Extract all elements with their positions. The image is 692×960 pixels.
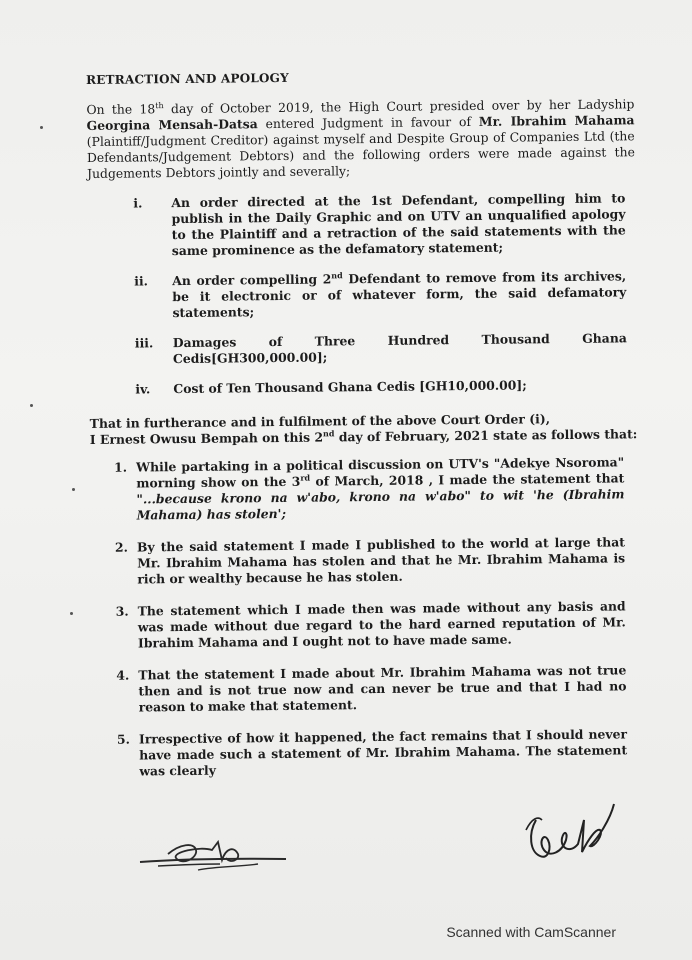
order-item xyxy=(135,376,627,397)
order-item xyxy=(135,330,627,367)
scanner-watermark: Scanned with CamScanner xyxy=(446,924,616,940)
intro-superscript: th xyxy=(155,101,164,111)
order-text: An order directed at the 1st Defendant, compelling him to publish in the Daily Graphic and on UTV an unqualified apology to the Plaintiff and a retraction of the said statements with the same prominence as the defamatory statement; xyxy=(171,190,626,259)
statements-list xyxy=(114,454,627,779)
statement-number: 3. xyxy=(115,603,129,619)
scan-speck xyxy=(72,488,75,491)
statement-number: 5. xyxy=(116,731,131,747)
intro-paragraph xyxy=(86,96,635,182)
signature-left xyxy=(138,836,288,876)
court-orders-list xyxy=(133,190,627,397)
signature-right xyxy=(518,790,628,870)
scan-speck xyxy=(70,612,73,615)
furtherance-text: I xyxy=(89,431,101,447)
order-text xyxy=(172,268,626,321)
statement-text xyxy=(136,454,625,523)
statement-text: That the statement I made about Mr. Ibrahim Mahama was not true then and is not true now and can never be true and that I had no reason to make that statement. xyxy=(138,662,627,715)
order-number: ii. xyxy=(134,273,149,289)
statement-item xyxy=(114,454,625,523)
judge-name: Georgina Mensah-Datsa xyxy=(86,116,258,133)
document-body xyxy=(86,66,642,796)
order-number: iv. xyxy=(135,381,151,397)
scan-speck xyxy=(30,404,33,407)
intro-text: On the 18 xyxy=(86,101,156,117)
statement-text-part: of March, 2018 , I made the statement that xyxy=(310,470,625,489)
furtherance-text: day of February, 2021 state as follows that: xyxy=(334,426,638,445)
intro-text: entered Judgment in favour of xyxy=(257,113,479,132)
scan-speck xyxy=(40,126,43,129)
statement-text-part: While partaking in a political discussion on UTV's "Adekye Nsoroma" morning show on the 3 xyxy=(136,454,625,491)
furtherance-line: That in furtherance and in fulfilment of the above Court Order (i), xyxy=(89,411,551,431)
plaintiff-name: Mr. Ibrahim Mahama xyxy=(478,112,635,129)
furtherance-superscript: nd xyxy=(322,428,335,439)
statement-number: 2. xyxy=(114,539,128,555)
intro-text: (Plaintiff/Judgment Creditor) against myself and Despite Group of Companies Ltd (the Defendants/Judgement Debtors) and the following orders were made against the Judgements Debtors jointly and severally; xyxy=(86,128,635,181)
statement-text: By the said statement I made I published to the world at large that Mr. Ibrahim Mahama has stolen and that he Mr. Ibrahim Mahama is rich or wealthy because he has stolen. xyxy=(136,534,626,587)
statement-item xyxy=(116,598,626,651)
order-item xyxy=(134,268,626,321)
furtherance-text: on this 2 xyxy=(257,429,324,446)
order-number: iii. xyxy=(134,335,154,351)
intro-text: day of October 2019, the High Court presided over by her Ladyship xyxy=(163,96,635,117)
order-item xyxy=(133,190,626,259)
statement-text: Irrespective of how it happened, the fact remains that I should never have made such a statement of Mr. Ibrahim Mahama. The statement was clearly xyxy=(138,726,628,779)
statement-number: 1. xyxy=(114,459,128,475)
statement-text: The statement which I made then was made without any basis and was made without due regard to the hard earned reputation of Mr. Ibrahim Mahama and I ought not to have made same. xyxy=(137,598,626,651)
statement-quote: "...because krono na w'abo, krono na w'abo" to wit 'he (Ibrahim Mahama) has stolen'; xyxy=(136,486,625,523)
order-text: Damages of Three Hundred Thousand Ghana Cedis[GH300,000.00]; xyxy=(172,330,627,367)
order-text: Cost of Ten Thousand Ghana Cedis [GH10,000.00]; xyxy=(173,377,527,397)
statement-item xyxy=(116,662,626,715)
statement-number: 4. xyxy=(116,667,130,683)
order-number: i. xyxy=(133,195,143,211)
furtherance-paragraph xyxy=(90,410,638,448)
order-text-part: Defendant to remove from its archives, be it electronic or of whatever form, the said defamatory statements; xyxy=(172,268,627,321)
statement-superscript: rd xyxy=(300,472,311,483)
document-title: RETRACTION AND APOLOGY xyxy=(86,70,289,87)
order-text-part: An order compelling 2 xyxy=(172,271,332,289)
order-superscript: nd xyxy=(331,270,343,281)
statement-item xyxy=(115,534,625,587)
declarant-name: Ernest Owusu Bempah xyxy=(99,430,258,447)
statement-item xyxy=(117,726,627,779)
